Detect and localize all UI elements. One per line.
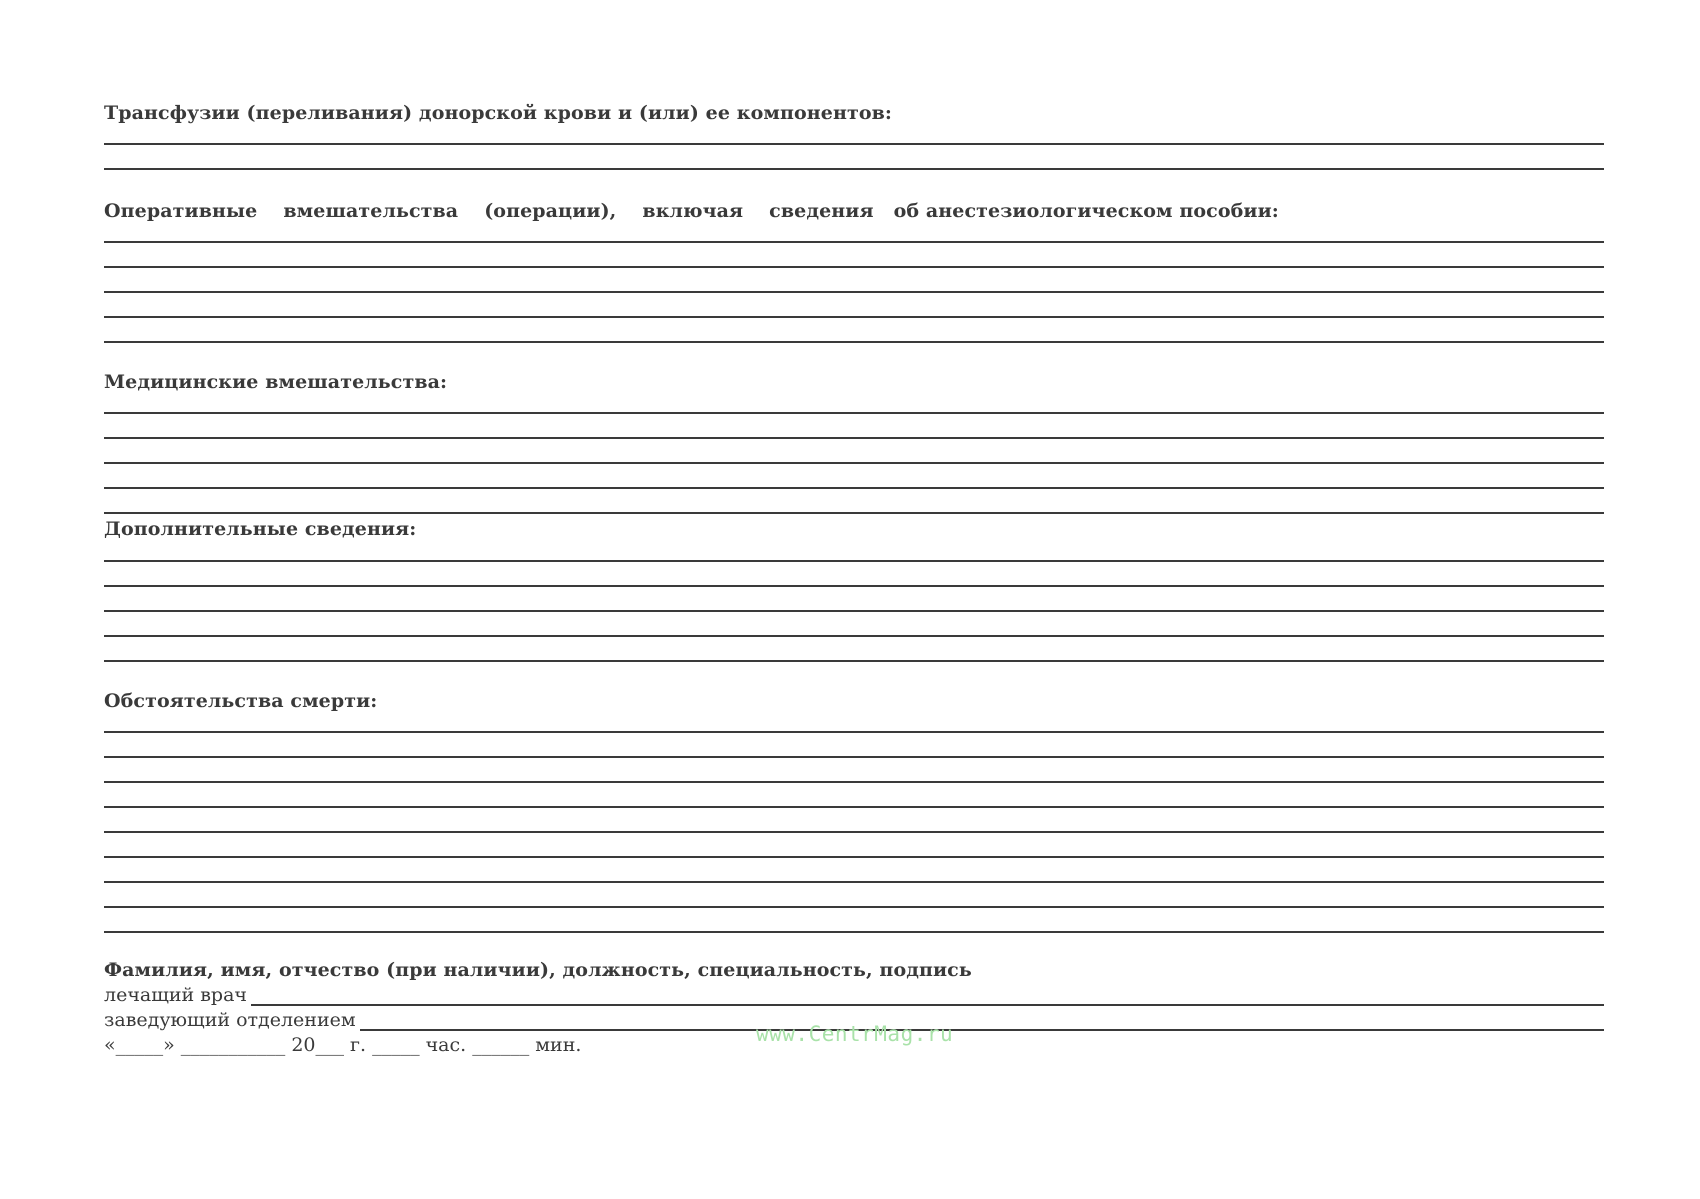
heading-word: (операции), xyxy=(484,200,617,222)
heading-word: сведения xyxy=(769,200,874,222)
fill-line xyxy=(104,143,1604,145)
attending-row xyxy=(104,984,1604,1006)
fill-line xyxy=(104,168,1604,170)
section-additional-info xyxy=(104,518,1604,540)
section-heading: Дополнительные сведения: xyxy=(104,518,417,540)
fill-line xyxy=(104,560,1604,562)
watermark: www.CentrMag.ru xyxy=(756,1022,954,1046)
section-operations xyxy=(104,200,1604,222)
heading-word: вмешательства xyxy=(283,200,459,222)
fill-line xyxy=(104,806,1604,808)
fill-line xyxy=(104,635,1604,637)
attending-signature-line[interactable] xyxy=(251,987,1604,1006)
heading-word: об анестезиологическом пособии: xyxy=(893,200,1279,222)
section-heading: Трансфузии (переливания) донорской крови и (или) ее компонентов: xyxy=(104,102,893,124)
fill-line xyxy=(104,931,1604,933)
fill-line xyxy=(104,731,1604,733)
section-heading: Медицинские вмешательства: xyxy=(104,371,448,393)
fill-line xyxy=(104,610,1604,612)
fill-line xyxy=(104,291,1604,293)
fill-line xyxy=(104,856,1604,858)
date-time-line: «_____» ___________ 20___ г. _____ час. ______ мин. xyxy=(104,1034,582,1056)
fill-line xyxy=(104,437,1604,439)
fill-line xyxy=(104,660,1604,662)
section-medical-interventions xyxy=(104,371,1604,393)
fill-line xyxy=(104,341,1604,343)
fill-line xyxy=(104,412,1604,414)
fill-line xyxy=(104,241,1604,243)
head-of-department-label: заведующий отделением xyxy=(104,1009,356,1031)
signature-heading: Фамилия, имя, отчество (при наличии), должность, специальность, подпись xyxy=(104,959,972,981)
fill-line xyxy=(104,487,1604,489)
heading-word: включая xyxy=(642,200,744,222)
section-heading: Обстоятельства смерти: xyxy=(104,690,378,712)
fill-line xyxy=(104,831,1604,833)
fill-line xyxy=(104,881,1604,883)
fill-line xyxy=(104,512,1604,514)
fill-line xyxy=(104,585,1604,587)
heading-word: Оперативные xyxy=(104,200,258,222)
fill-line xyxy=(104,316,1604,318)
section-death-circumstances xyxy=(104,690,1604,712)
head-signature-line[interactable] xyxy=(360,1012,1604,1031)
fill-line xyxy=(104,266,1604,268)
fill-line xyxy=(104,781,1604,783)
fill-line xyxy=(104,756,1604,758)
section-heading xyxy=(104,200,1604,222)
section-transfusions xyxy=(104,102,1604,124)
fill-line xyxy=(104,906,1604,908)
attending-label: лечащий врач xyxy=(104,984,247,1006)
fill-line xyxy=(104,462,1604,464)
